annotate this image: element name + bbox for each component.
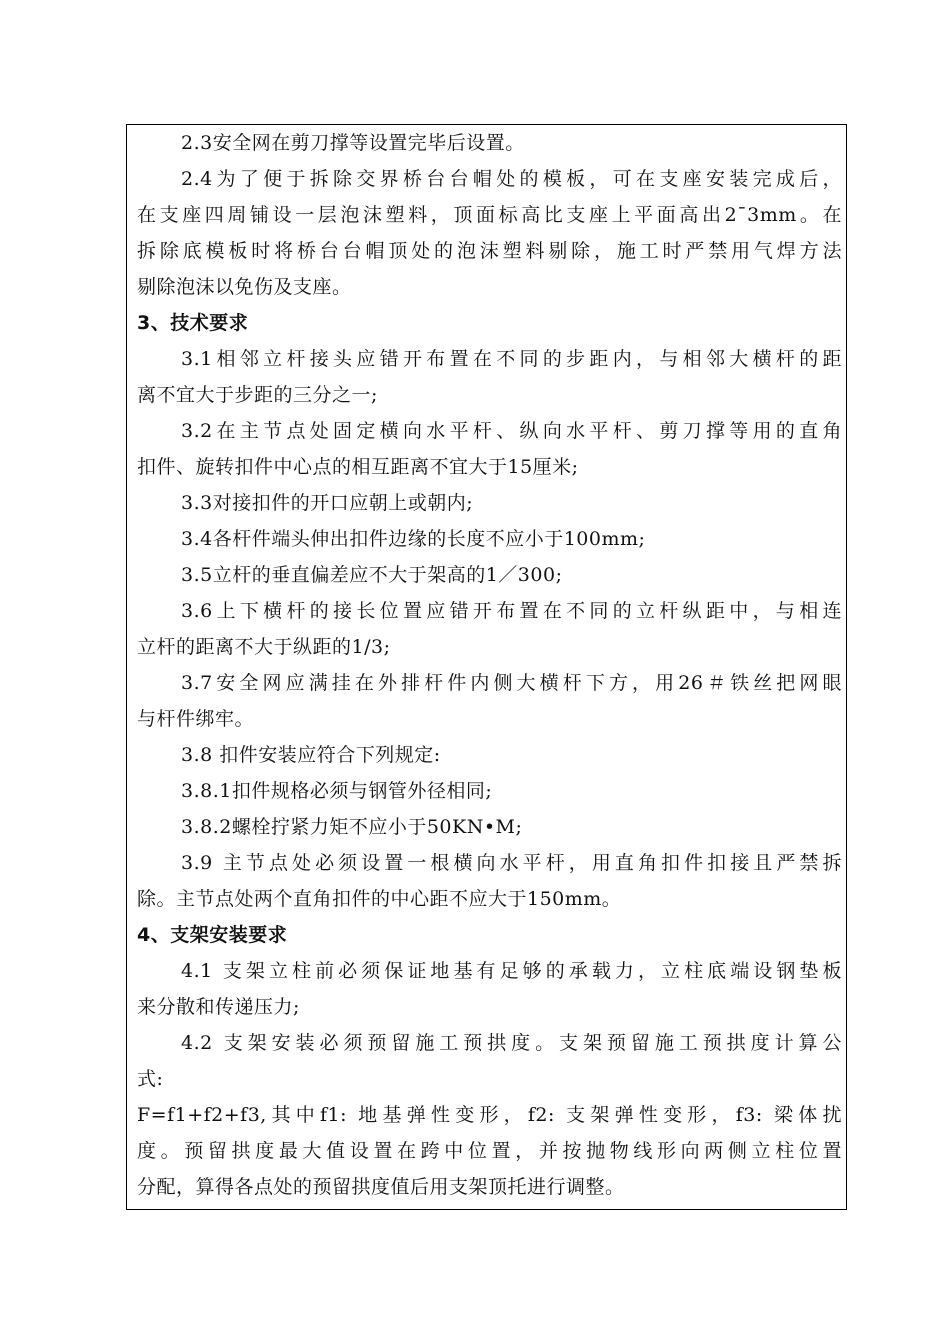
text-line: 在支座四周铺设一层泡沫塑料，顶面标高比支座上平面高出2¯3mm。在 bbox=[137, 204, 842, 226]
text-line: 3.1相邻立杆接头应错开布置在不同的步距内，与相邻大横杆的距 bbox=[181, 348, 842, 370]
text-line: 度。预留拱度最大值设置在跨中位置，并按抛物线形向两侧立柱位置 bbox=[137, 1140, 842, 1162]
text-line: 2.3安全网在剪刀撑等设置完毕后设置。 bbox=[181, 132, 525, 154]
text-line: 3.8 扣件安装应符合下列规定: bbox=[181, 744, 441, 766]
text-line: 与杆件绑牢。 bbox=[137, 708, 255, 730]
text-line: 立杆的距离不大于纵距的1/3; bbox=[137, 636, 391, 658]
text-line: 离不宜大于步距的三分之一; bbox=[137, 384, 378, 406]
text-line: 3.6上下横杆的接长位置应错开布置在不同的立杆纵距中，与相连 bbox=[181, 600, 842, 622]
text-line: 来分散和传递压力; bbox=[137, 996, 300, 1018]
text-line: 3.8.2螺栓拧紧力矩不应小于50KN•M; bbox=[181, 816, 523, 838]
text-line: 3.3对接扣件的开口应朝上或朝内; bbox=[181, 492, 474, 514]
text-line: 3.9 主节点处必须设置一根横向水平杆，用直角扣件扣接且严禁拆 bbox=[181, 852, 842, 874]
text-line: 3.7安全网应满挂在外排杆件内侧大横杆下方，用26＃铁丝把网眼 bbox=[181, 672, 842, 694]
text-line: 除。主节点处两个直角扣件的中心距不应大于150mm。 bbox=[137, 888, 622, 910]
text-line: 拆除底模板时将桥台台帽顶处的泡沫塑料剔除，施工时严禁用气焊方法 bbox=[137, 240, 842, 262]
section-heading: 4、支架安装要求 bbox=[137, 924, 288, 946]
text-line: 3.5立杆的垂直偏差应不大于架高的1／300; bbox=[181, 564, 563, 586]
text-line: 扣件、旋转扣件中心点的相互距离不宜大于15厘米; bbox=[137, 456, 579, 478]
section-heading: 3、技术要求 bbox=[137, 312, 249, 334]
text-line: 剔除泡沫以免伤及支座。 bbox=[137, 276, 352, 298]
text-line: 3.8.1扣件规格必须与钢管外径相同; bbox=[181, 780, 493, 802]
document-frame bbox=[126, 124, 847, 1210]
text-line: F=f1+f2+f3,其中f1: 地基弹性变形，f2: 支架弹性变形，f3: 梁体扰 bbox=[137, 1104, 842, 1126]
document-body bbox=[137, 125, 842, 1205]
text-line: 分配，算得各点处的预留拱度值后用支架顶托进行调整。 bbox=[137, 1176, 625, 1198]
text-line: 式: bbox=[137, 1068, 164, 1090]
text-line: 4.1 支架立柱前必须保证地基有足够的承载力，立柱底端设钢垫板 bbox=[181, 960, 842, 982]
text-line: 3.4各杆件端头伸出扣件边缘的长度不应小于100mm; bbox=[181, 528, 646, 550]
text-line: 4.2 支架安装必须预留施工预拱度。支架预留施工预拱度计算公 bbox=[181, 1032, 842, 1054]
text-line: 2.4为了便于拆除交界桥台台帽处的模板，可在支座安装完成后， bbox=[181, 168, 842, 190]
text-line: 3.2在主节点处固定横向水平杆、纵向水平杆、剪刀撑等用的直角 bbox=[181, 420, 842, 442]
